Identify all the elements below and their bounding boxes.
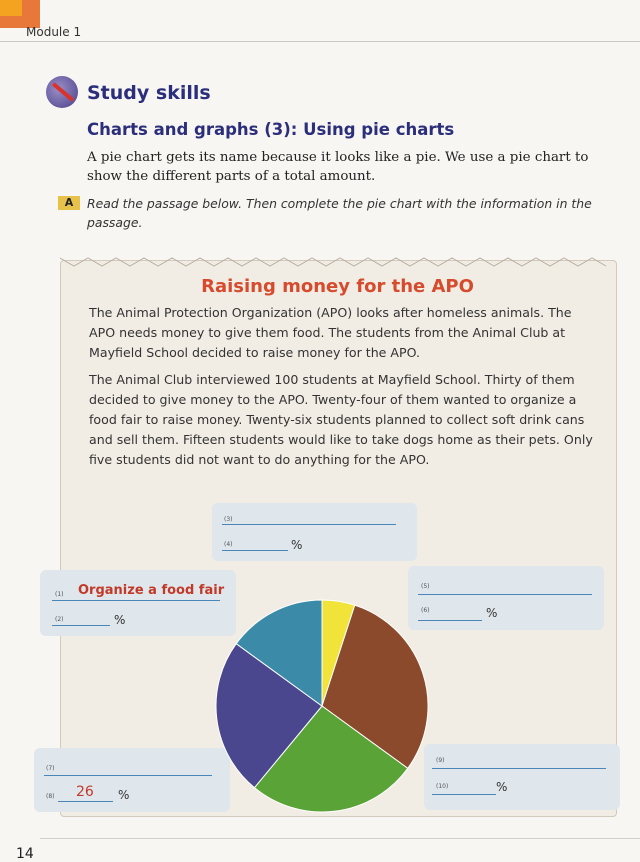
pie-chart xyxy=(214,598,430,814)
footer-rule xyxy=(40,838,640,839)
blank-tag-9: (9) xyxy=(436,757,445,764)
percent-sign: % xyxy=(496,780,508,794)
blank-tag-4: (4) xyxy=(224,541,233,548)
blank-tag-7: (7) xyxy=(46,765,55,772)
label-box-bottom-right xyxy=(424,744,620,810)
percent-sign: % xyxy=(118,788,130,802)
percent-sign: % xyxy=(114,613,126,627)
blank-line-1[interactable] xyxy=(52,600,220,601)
blank-tag-3: (3) xyxy=(224,516,233,523)
percent-sign: % xyxy=(291,538,303,552)
intro-text: A pie chart gets its name because it looks like a pie. We use a pie chart to show the different parts of a total amount. xyxy=(87,150,589,184)
section-title: Study skills xyxy=(87,82,211,104)
passage-paragraph-1: The Animal Protection Organization (APO) looks after homeless animals. The APO needs money to give them food. The students from the Animal Club at Mayfield School decided to raise money for the APO. xyxy=(89,305,572,360)
label-box-left xyxy=(40,570,236,636)
blank-line-3[interactable] xyxy=(222,524,396,525)
header-rule xyxy=(0,41,640,42)
percent-sign: % xyxy=(486,606,498,620)
passage-paragraph-2: The Animal Club interviewed 100 students at Mayfield School. Thirty of them decided to give money to the APO. Twenty-four of them wanted to organize a food fair to raise money. Twenty-six students planned to collect soft drink cans and sell them. Fifteen students would like to take dogs home as their pets. Only five students did not want to do anything for the APO. xyxy=(89,372,593,467)
passage-title: Raising money for the APO xyxy=(201,276,474,297)
blank-line-5[interactable] xyxy=(418,594,592,595)
blank-tag-8: (8) xyxy=(46,793,55,800)
module-label: Module 1 xyxy=(26,25,82,39)
blank-line-10[interactable] xyxy=(432,794,496,795)
card-torn-edge xyxy=(60,254,616,268)
page-number: 14 xyxy=(16,846,34,862)
blank-line-7[interactable] xyxy=(44,775,212,776)
section-subtitle: Charts and graphs (3): Using pie charts xyxy=(87,120,455,139)
page-corner-accent-inner xyxy=(0,0,22,16)
study-skills-icon xyxy=(46,76,78,108)
blank-tag-1: (1) xyxy=(55,591,64,598)
blank-line-9[interactable] xyxy=(432,768,606,769)
blank-tag-6: (6) xyxy=(421,607,430,614)
task-instruction: Read the passage below. Then complete the pie chart with the information in the passage. xyxy=(87,196,592,230)
label-box-bottom-left xyxy=(34,748,230,812)
label-box-top xyxy=(212,503,417,561)
answer-1: Organize a food fair xyxy=(78,583,225,598)
blank-tag-10: (10) xyxy=(436,783,449,790)
blank-tag-2: (2) xyxy=(55,616,64,623)
blank-line-2[interactable] xyxy=(52,625,110,626)
blank-line-4[interactable] xyxy=(222,550,288,551)
answer-2: 26 xyxy=(76,784,94,800)
task-letter-badge: A xyxy=(58,196,80,210)
blank-tag-5: (5) xyxy=(421,583,430,590)
blank-line-8[interactable] xyxy=(58,801,113,802)
